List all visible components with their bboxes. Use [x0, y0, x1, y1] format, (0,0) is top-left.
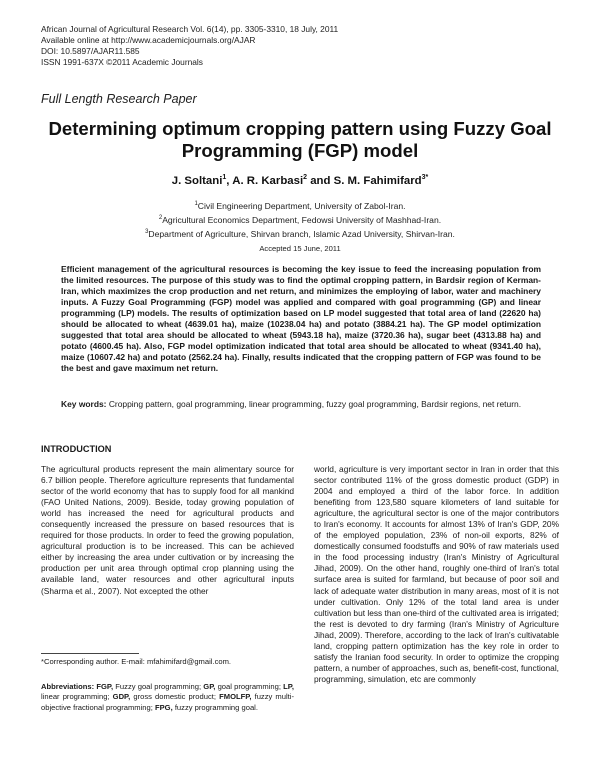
- author-name: J. Soltani: [171, 174, 223, 187]
- body-text-left-column: The agricultural products represent the main alimentary source for 6.7 billion people. Therefore agriculture represents that fundamental sector of the world economy that has to supply food for all mankind (FAO United Nations, 2009). Beside, today growing population of world has increased the need for agricultural products and consequently increased the pressure on based resources that is required for those products. In order to feed the growing population, agricultural production is to be increased. This can be achieved either by increasing the area under cultivation or by increasing the production per unit area through optimal crop planning using the available land, water resources and other agricultural inputs (Sharma et al., 2007). Not excepted the other: [41, 464, 294, 596]
- abstract: Efficient management of the agricultural resources is becoming the key issue to feed the increasing population from the limited resources. The purpose of this study was to find the optimal cropping pattern, in Bardsir region of Kerman-Iran, which maximizes the crop production and net return, and minimizes the employing of labor, water and machinery inputs. A Fuzzy Goal Programming (FGP) model was applied and compared with goal programming (GP) and linear programming (LP) models. The results of optimization based on LP model suggested that total area of land (22620 ha) should be allocated to wheat (4639.01 ha), maize (10238.04 ha) and potato (3884.21 ha). The GP model optimization suggested that total area should be allocated to wheat (5943.18 ha), maize (3720.36 ha), sugar beet (4313.88 ha) and potato (4600.45 ha). Also, FGP model optimization indicated that total area should be allocated to wheat (9341.40 ha), maize (10607.42 ha) and potato (2562.24 ha). Finally, results indicated that the cropping pattern of FGP was found to be the best and gave maximum net return.: [61, 264, 541, 374]
- footnote-rule: [41, 653, 139, 654]
- doi: DOI: 10.5897/AJAR11.585: [41, 46, 140, 56]
- abbr-term: GDP,: [112, 692, 131, 702]
- keywords-text: Cropping pattern, goal programming, linear programming, fuzzy goal programming, Bardsir regions, net return.: [106, 399, 522, 409]
- journal-url: Available online at http://www.academicjournals.org/AJAR: [41, 35, 256, 45]
- affiliation: [40, 226, 560, 240]
- accepted-date: Accepted 15 June, 2011: [259, 244, 341, 253]
- author-name: A. R. Karbasi: [232, 174, 304, 187]
- abbr-def: fuzzy multi-objective fractional programming;: [41, 692, 294, 712]
- paper-title: Determining optimum cropping pattern using Fuzzy Goal Programming (FGP) model: [48, 118, 552, 161]
- affil-text: Department of Agriculture, Shirvan branch, Islamic Azad University, Shirvan-Iran.: [148, 228, 455, 239]
- journal-header: [41, 24, 338, 68]
- author-separator: and: [307, 174, 334, 187]
- body-text-right-column: world, agriculture is very important sector in Iran in order that this sector contributed 11% of the gross domestic product (GDP) in 2004 and employed a third of the labor force. In addition benefiting from 123,580 square kilometers of land suitable for agriculture, the agricultural sector is one of the major contributors to Iran's economy. It accounts for almost 13% of Iran's GDP, 20% of the employed population, 23% of non-oil exports, 82% of domestically consumed foodstuffs and 90% of raw materials used in the food processing industry (Iran's Ministry of Agricultural Jihad, 2009). On the other hand, roughly one-third of Iran's total surface area is suited for farmland, but because of poor soil and lack of adequate water distribution in many areas, most of it is not under cultivation. Only 12% of the total land area is under cultivation but less than one-third of the cultivated area is irrigated; the rest is devoted to dry farming (Iran's Ministry of Agriculture Jihad, 2009). Therefore, according to the lack of Iran's cultivatable land, cropping pattern optimization has the key role in order to satisfy the Iranian food security. In order to optimize the cropping pattern, a number of approaches, such as, benefit-cost, functional, programming, simulation, etc are commonly: [314, 464, 559, 684]
- affil-mark: 1: [194, 201, 198, 207]
- paper-type: Full Length Research Paper: [41, 92, 197, 106]
- author-affil-mark: 1: [222, 174, 227, 181]
- abbreviations: [41, 682, 294, 713]
- abbr-def: fuzzy programming goal.: [172, 702, 258, 712]
- abbreviations-label: Abbreviations:: [41, 682, 95, 691]
- abbr-term: LP,: [283, 682, 294, 691]
- author-separator: ,: [226, 174, 233, 187]
- abbr-def: Fuzzy goal programming;: [113, 682, 204, 691]
- section-heading-introduction: INTRODUCTION: [41, 444, 112, 454]
- affil-mark: 3: [145, 228, 149, 235]
- affil-mark: 2: [158, 214, 163, 221]
- affiliations: [40, 198, 560, 240]
- keywords-label: Key words:: [61, 399, 107, 409]
- affiliation: [40, 212, 560, 226]
- affil-text: Civil Engineering Department, University of Zabol-Iran.: [197, 200, 406, 211]
- keywords: [61, 399, 541, 410]
- corresponding-author-footnote: *Corresponding author. E-mail: mfahimifard@gmail.com.: [41, 657, 232, 666]
- abbr-def: linear programming;: [41, 692, 113, 702]
- abbr-def: goal programming;: [215, 682, 284, 691]
- issn: ISSN 1991-637X ©2011 Academic Journals: [41, 57, 203, 67]
- author-affil-mark: 2: [303, 174, 308, 181]
- abbr-term: GP,: [203, 682, 216, 691]
- journal-citation: African Journal of Agricultural Research Vol. 6(14), pp. 3305-3310, 18 July, 2011: [41, 24, 339, 34]
- abbr-term: FPG,: [154, 702, 173, 712]
- abbr-def: gross domestic product;: [130, 692, 220, 702]
- abbr-term: FGP,: [96, 682, 114, 691]
- affil-text: Agricultural Economics Department, Fedowsi University of Mashhad-Iran.: [162, 214, 442, 225]
- author-list: [40, 174, 560, 187]
- author-name: S. M. Fahimifard: [333, 174, 422, 187]
- abbr-term: FMOLFP,: [219, 692, 252, 702]
- author-affil-mark: 3*: [421, 174, 429, 181]
- affiliation: [40, 198, 560, 212]
